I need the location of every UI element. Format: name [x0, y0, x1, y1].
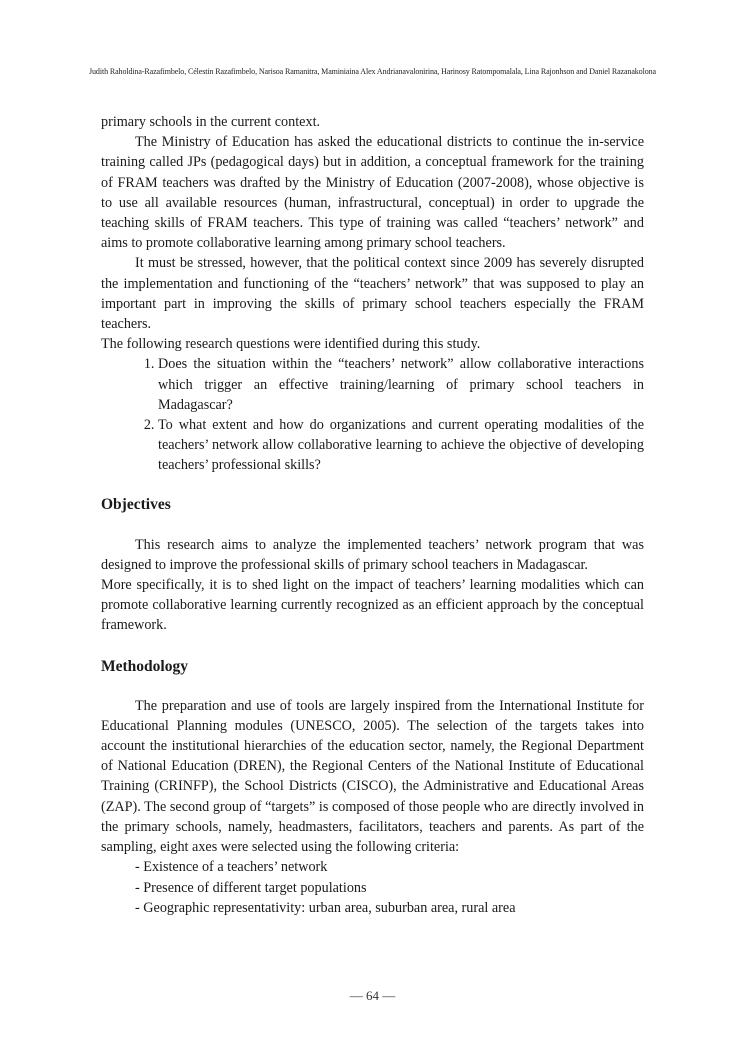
page-number: — 64 —	[349, 988, 396, 1003]
objectives-heading: Objectives	[101, 495, 171, 513]
research-question-1: 1. Does the situation within the “teachers’ network” allow collaborative interactions which trigger an effective training/learning of primary school teachers in Madagascar?	[158, 354, 644, 415]
intro-paragraph-1: primary schools in the current context.	[101, 114, 321, 130]
research-question-2: 2. To what extent and how do organizations and current operating modalities of the teachers’ network allow collaborative learning to achieve the objective of developing teachers’ professional skills?	[158, 415, 644, 476]
intro-paragraph-2: The Ministry of Education has asked the educational districts to continue the in-service training called JPs (pedagogical days) but in addition, a conceptual framework for the training of FRAM teachers was drafted by the Ministry of Education (2007-2008), whose objective is to use all available resources (human, infrastructural, conceptual) in order to upgrade the teaching skills of FRAM teachers. This type of training was called “teachers’ network” and aims to promote collaborative learning among primary school teachers.	[101, 134, 644, 252]
running-head: Judith Raholdina-Razafimbelo, Célestin Razafimbelo, Narisoa Ramanitra, Maminiaina Alex Andrianavalonirina, Harinosy Ratompomalala, Lina Rajonhson and Daniel Razanakolona	[89, 67, 656, 76]
criterion-item: - Presence of different target populations	[135, 879, 367, 896]
objectives-paragraph-1: This research aims to analyze the implemented teachers’ network program that was designed to improve the professional skills of primary school teachers in Madagascar.	[101, 536, 644, 573]
research-questions-list	[101, 354, 644, 475]
page-body	[101, 112, 644, 918]
criterion-item: - Geographic representativity: urban area, suburban area, rural area	[135, 899, 516, 916]
intro-paragraph-4: The following research questions were identified during this study.	[101, 336, 481, 353]
criterion-item: - Existence of a teachers’ network	[135, 859, 328, 876]
methodology-heading: Methodology	[101, 657, 188, 675]
objectives-paragraph-2: More specifically, it is to shed light on the impact of teachers’ learning modalities which can promote collaborative learning currently recognized as an efficient approach by the conceptual framework.	[101, 577, 644, 634]
intro-paragraph-3: It must be stressed, however, that the political context since 2009 has severely disrupted the implementation and functioning of the “teachers’ network” that was supposed to play an important part in improving the skills of primary school teachers especially the FRAM teachers.	[101, 255, 644, 333]
methodology-paragraph-1: The preparation and use of tools are largely inspired from the International Institute for Educational Planning modules (UNESCO, 2005). The selection of the targets takes into account the institutional hierarchies of the education sector, namely, the Regional Department of National Education (DREN), the Regional Centers of the National Institute of Educational Training (CRINFP), the School Districts (CISCO), the Administrative and Educational Areas (ZAP). The second group of “targets” is composed of those people who are directly involved in the primary schools, namely, headmasters, facilitators, teachers and parents. As part of the sampling, eight axes were selected using the following criteria:	[101, 697, 644, 856]
